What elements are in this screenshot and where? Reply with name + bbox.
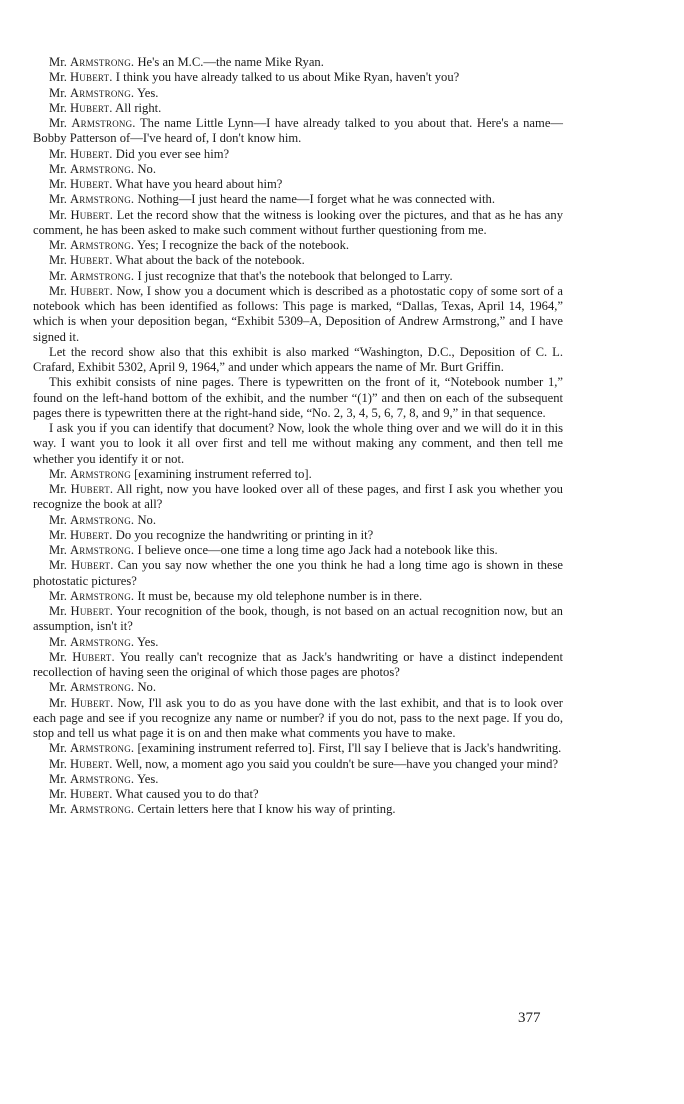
speaker-name: Armstrong.: [70, 238, 135, 252]
speaker-title: Mr.: [49, 55, 67, 69]
paragraph-text: I believe once—one time a long time ago Jack had a notebook like this.: [137, 543, 498, 557]
transcript-paragraph: [33, 375, 563, 421]
speaker-name: Hubert.: [70, 695, 114, 710]
paragraph-text: Well, now, a moment ago you said you couldn't be sure—have you changed your mind?: [115, 756, 559, 771]
speaker-name: Armstrong.: [70, 85, 135, 100]
transcript-paragraph: [33, 284, 563, 345]
transcript-paragraph: [33, 421, 563, 467]
speaker-title: Mr.: [49, 787, 67, 801]
paragraph-text: [examining instrument referred to].: [134, 466, 312, 481]
paragraph-text: Your recognition of the book, though, is not based on an actual recognition now, but an assumption, isn't it?: [33, 604, 563, 634]
paragraph-text: What have you heard about him?: [115, 177, 283, 191]
speaker-title: Mr.: [49, 588, 67, 603]
paragraph-text: Now, I'll ask you to do as you have done with the last exhibit, and that is to look over each page and see if you recognize any name or number? if you do not, pass to the next page. If you do, stop and tell us what page it is on and then make what comments you have to make.: [33, 695, 563, 740]
transcript-paragraph: [33, 253, 563, 268]
paragraph-text: Did you ever see him?: [115, 146, 230, 161]
transcript-paragraph: [33, 680, 563, 695]
transcript-body: [33, 55, 563, 818]
paragraph-text: [examining instrument referred to]. First, I'll say I believe that is Jack's handwriting.: [137, 741, 562, 756]
transcript-paragraph: [33, 467, 563, 482]
transcript-paragraph: [33, 208, 563, 239]
paragraph-text: You really can't recognize that as Jack's handwriting or have a distinct independent recollection of having seen the original of which those pages are photos?: [33, 649, 564, 679]
speaker-name: Hubert.: [70, 146, 113, 161]
speaker-name: Armstrong: [70, 466, 131, 481]
speaker-title: Mr.: [49, 146, 67, 161]
speaker-name: Armstrong.: [70, 55, 135, 69]
speaker-name: Armstrong.: [70, 161, 135, 176]
paragraph-text: No.: [137, 512, 156, 527]
speaker-name: Hubert.: [72, 649, 115, 664]
transcript-paragraph: [33, 55, 563, 70]
paragraph-text: All right, now you have looked over all of these pages, and first I ask you whether you recognize the book at all?: [33, 482, 563, 512]
transcript-paragraph: [33, 696, 563, 742]
speaker-title: Mr.: [49, 558, 67, 573]
transcript-paragraph: [33, 650, 563, 681]
transcript-paragraph: [33, 269, 563, 284]
speaker-name: Hubert.: [70, 207, 114, 222]
speaker-title: Mr.: [49, 192, 67, 207]
speaker-title: Mr.: [49, 543, 67, 557]
page-number: 377: [518, 1010, 541, 1026]
paragraph-text: I just recognize that that's the notebook that belonged to Larry.: [137, 268, 453, 283]
paragraph-text: All right.: [115, 100, 162, 115]
transcript-paragraph: [33, 635, 563, 650]
paragraph-text: Do you recognize the handwriting or printing in it?: [115, 527, 374, 542]
speaker-name: Armstrong.: [70, 588, 135, 603]
speaker-title: Mr.: [49, 253, 67, 268]
speaker-title: Mr.: [49, 756, 67, 771]
speaker-name: Armstrong.: [70, 543, 135, 557]
paragraph-text: Yes.: [136, 85, 159, 100]
speaker-title: Mr.: [49, 649, 67, 664]
paragraph-text: Let the record show that the witness is looking over the pictures, and that as he has any comment, he has been asked to make such comment without further questioning from me.: [33, 207, 563, 237]
speaker-title: Mr.: [49, 634, 67, 649]
speaker-title: Mr.: [49, 116, 67, 130]
transcript-paragraph: [33, 741, 563, 756]
speaker-title: Mr.: [49, 604, 67, 618]
transcript-paragraph: [33, 482, 563, 513]
transcript-paragraph: [33, 757, 563, 772]
paragraph-text: This exhibit consists of nine pages. There is typewritten on the front of it, “Notebook number 1,” found on the left-hand bottom of the exhibit, and the number “(1)” and then on each of the subsequent pages there is typewritten there at the right-hand side, “No. 2, 3, 4, 5, 6, 7, 8, and 9,” in that sequence.: [33, 375, 563, 420]
speaker-name: Hubert.: [70, 100, 113, 115]
speaker-title: Mr.: [49, 482, 67, 496]
transcript-paragraph: [33, 192, 563, 207]
transcript-paragraph: [33, 162, 563, 177]
speaker-name: Armstrong.: [71, 116, 136, 130]
speaker-name: Hubert.: [70, 70, 113, 85]
speaker-name: Armstrong.: [70, 802, 135, 817]
paragraph-text: Now, I show you a document which is described as a photostatic copy of some sort of a notebook which has been identified as follows: This page is marked, “Dallas, Texas, April 14, 1964,” which is when your deposition began, “Exhibit 5309–A, Deposition of Andrew Armstrong,” and I have signed it.: [33, 283, 563, 344]
transcript-paragraph: [33, 86, 563, 101]
speaker-name: Hubert.: [70, 482, 114, 496]
speaker-name: Hubert.: [70, 283, 113, 298]
speaker-title: Mr.: [49, 466, 67, 481]
speaker-title: Mr.: [49, 741, 67, 756]
transcript-paragraph: [33, 558, 563, 589]
paragraph-text: He's an M.C.—the name Mike Ryan.: [137, 55, 324, 69]
speaker-title: Mr.: [49, 802, 67, 817]
transcript-paragraph: [33, 604, 563, 635]
paragraph-text: No.: [137, 161, 156, 176]
speaker-name: Armstrong.: [70, 268, 135, 283]
paragraph-text: Let the record show also that this exhibit is also marked “Washington, D.C., Deposition of C. L. Crafard, Exhibit 5302, April 9, 1964,” and under which appears the name of Mr. Burt Griffin.: [33, 344, 563, 374]
transcript-paragraph: [33, 116, 563, 147]
transcript-paragraph: [33, 528, 563, 543]
speaker-title: Mr.: [49, 161, 67, 176]
speaker-name: Hubert.: [70, 177, 113, 191]
speaker-name: Hubert.: [70, 527, 113, 542]
speaker-title: Mr.: [49, 771, 67, 786]
speaker-title: Mr.: [49, 207, 67, 222]
paragraph-text: Certain letters here that I know his way of printing.: [137, 802, 396, 817]
speaker-title: Mr.: [49, 695, 67, 710]
speaker-title: Mr.: [49, 100, 67, 115]
speaker-title: Mr.: [49, 177, 67, 191]
paragraph-text: What about the back of the notebook.: [115, 253, 305, 268]
speaker-title: Mr.: [49, 512, 67, 527]
speaker-name: Hubert.: [70, 604, 114, 618]
speaker-title: Mr.: [49, 680, 67, 695]
transcript-paragraph: [33, 787, 563, 802]
speaker-name: Armstrong.: [70, 741, 135, 756]
speaker-name: Armstrong.: [70, 771, 135, 786]
transcript-paragraph: [33, 772, 563, 787]
speaker-name: Hubert.: [70, 253, 113, 268]
transcript-paragraph: [33, 147, 563, 162]
speaker-name: Hubert.: [70, 558, 114, 573]
transcript-paragraph: [33, 177, 563, 192]
transcript-paragraph: [33, 345, 563, 376]
transcript-paragraph: [33, 513, 563, 528]
speaker-name: Armstrong.: [70, 634, 135, 649]
speaker-title: Mr.: [49, 268, 67, 283]
paragraph-text: Yes; I recognize the back of the notebook.: [136, 238, 350, 252]
paragraph-text: Nothing—I just heard the name—I forget what he was connected with.: [137, 192, 495, 207]
paragraph-text: Can you say now whether the one you think he had a long time ago is shown in these photostatic pictures?: [33, 558, 563, 588]
paragraph-text: Yes.: [136, 634, 159, 649]
speaker-name: Hubert.: [70, 787, 113, 801]
transcript-paragraph: [33, 238, 563, 253]
speaker-title: Mr.: [49, 70, 67, 85]
speaker-name: Hubert.: [70, 756, 113, 771]
paragraph-text: I think you have already talked to us about Mike Ryan, haven't you?: [115, 70, 460, 85]
transcript-paragraph: [33, 543, 563, 558]
speaker-title: Mr.: [49, 527, 67, 542]
paragraph-text: It must be, because my old telephone number is in there.: [137, 588, 423, 603]
transcript-paragraph: [33, 70, 563, 85]
paragraph-text: I ask you if you can identify that document? Now, look the whole thing over and we will do it in this way. I want you to look it all over first and tell me without making any comment, and then tell me whether you identify it or not.: [33, 421, 563, 466]
transcript-paragraph: [33, 101, 563, 116]
speaker-name: Armstrong.: [70, 192, 135, 207]
paragraph-text: Yes.: [136, 771, 159, 786]
speaker-title: Mr.: [49, 283, 67, 298]
transcript-paragraph: [33, 802, 563, 817]
speaker-name: Armstrong.: [70, 680, 135, 695]
speaker-name: Armstrong.: [70, 512, 135, 527]
speaker-title: Mr.: [49, 85, 67, 100]
paragraph-text: What caused you to do that?: [115, 787, 259, 801]
paragraph-text: No.: [137, 680, 156, 695]
paragraph-text: The name Little Lynn—I have already talked to you about that. Here's a name—Bobby Patterson of—I've heard of, I don't know him.: [33, 116, 563, 146]
speaker-title: Mr.: [49, 238, 67, 252]
transcript-paragraph: [33, 589, 563, 604]
